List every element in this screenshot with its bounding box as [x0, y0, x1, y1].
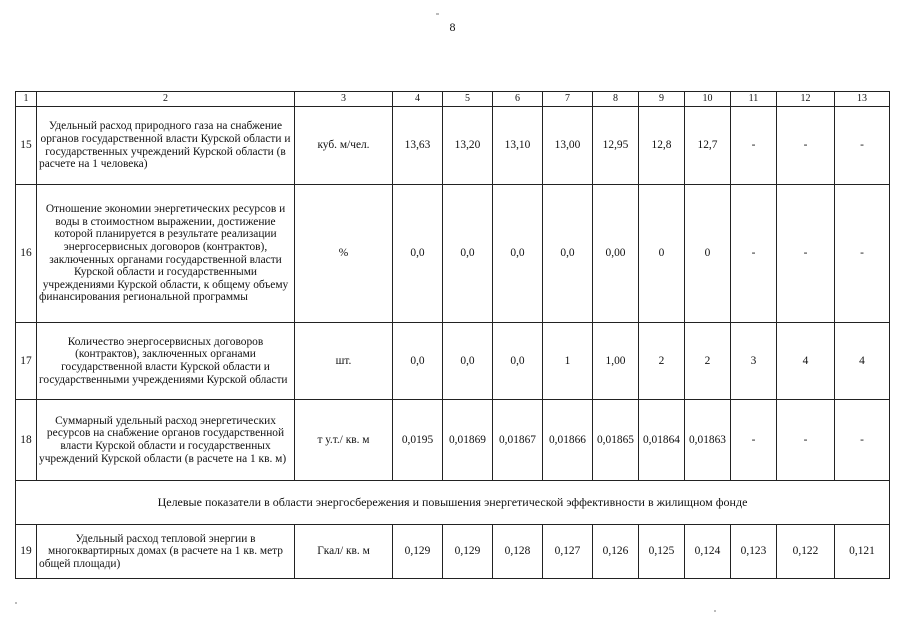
- value-cell: 0,01867: [493, 400, 543, 481]
- value-cell: 0,01866: [543, 400, 593, 481]
- indicator-description: Удельный расход природного газа на снабжение органов государственной власти Курской области и государственных учреждений Курской области (в расчете на 1 человека): [37, 107, 295, 185]
- value-cell: 3: [731, 323, 777, 400]
- value-cell: 2: [639, 323, 685, 400]
- value-cell: -: [777, 185, 835, 323]
- column-header: 5: [443, 92, 493, 107]
- column-header: 6: [493, 92, 543, 107]
- column-header: 4: [393, 92, 443, 107]
- row-number: 19: [16, 525, 37, 579]
- unit-cell: т у.т./ кв. м: [295, 400, 393, 481]
- indicator-description: Количество энергосервисных договоров (контрактов), заключенных органами государственной власти Курской области и государственными учреждениями Курской области: [37, 323, 295, 400]
- value-cell: 0,123: [731, 525, 777, 579]
- value-cell: 0,127: [543, 525, 593, 579]
- value-cell: -: [731, 107, 777, 185]
- value-cell: -: [777, 107, 835, 185]
- value-cell: 1: [543, 323, 593, 400]
- row-number: 15: [16, 107, 37, 185]
- indicator-description: Суммарный удельный расход энергетических ресурсов на снабжение органов государственной власти Курской области и государственных учреждений Курской области (в расчете на 1 кв. м): [37, 400, 295, 481]
- value-cell: 13,00: [543, 107, 593, 185]
- scan-speck: [15, 602, 17, 604]
- value-cell: 13,63: [393, 107, 443, 185]
- value-cell: 0,01863: [685, 400, 731, 481]
- value-cell: 0,121: [835, 525, 890, 579]
- column-header: 13: [835, 92, 890, 107]
- table-row: [16, 400, 890, 481]
- value-cell: 0,0: [443, 323, 493, 400]
- indicator-description: Отношение экономии энергетических ресурсов и воды в стоимостном выражении, достижение которой планируется в результате реализации энергосервисных договоров (контрактов), заключенных органами государственной власти Курской области и государственными учреждениями Курской области, к общему объему финансирования региональной программы: [37, 185, 295, 323]
- page-number: 8: [449, 20, 456, 34]
- value-cell: 0,126: [593, 525, 639, 579]
- value-cell: -: [835, 185, 890, 323]
- column-header: 3: [295, 92, 393, 107]
- section-row: [16, 481, 890, 525]
- value-cell: 0,01865: [593, 400, 639, 481]
- column-header: 10: [685, 92, 731, 107]
- value-cell: -: [835, 400, 890, 481]
- value-cell: 0,0195: [393, 400, 443, 481]
- scan-speck: [714, 610, 716, 612]
- value-cell: 0,0: [393, 323, 443, 400]
- value-cell: 0,122: [777, 525, 835, 579]
- value-cell: 0: [685, 185, 731, 323]
- indicators-table: [15, 91, 890, 579]
- value-cell: 0,124: [685, 525, 731, 579]
- value-cell: 0,0: [493, 185, 543, 323]
- value-cell: -: [835, 107, 890, 185]
- table-row: [16, 323, 890, 400]
- unit-cell: куб. м/чел.: [295, 107, 393, 185]
- row-number: 17: [16, 323, 37, 400]
- column-header: 1: [16, 92, 37, 107]
- row-number: 16: [16, 185, 37, 323]
- value-cell: 12,8: [639, 107, 685, 185]
- value-cell: 13,10: [493, 107, 543, 185]
- value-cell: 0,129: [443, 525, 493, 579]
- column-header: 11: [731, 92, 777, 107]
- value-cell: 0,0: [493, 323, 543, 400]
- column-header: 8: [593, 92, 639, 107]
- value-cell: 4: [777, 323, 835, 400]
- value-cell: 0,00: [593, 185, 639, 323]
- value-cell: 0,0: [393, 185, 443, 323]
- value-cell: 0,125: [639, 525, 685, 579]
- value-cell: 0,01864: [639, 400, 685, 481]
- value-cell: 12,7: [685, 107, 731, 185]
- column-header: 12: [777, 92, 835, 107]
- value-cell: 13,20: [443, 107, 493, 185]
- unit-cell: шт.: [295, 323, 393, 400]
- value-cell: -: [731, 185, 777, 323]
- table-row: [16, 525, 890, 579]
- indicator-description: Удельный расход тепловой энергии в многоквартирных домах (в расчете на 1 кв. метр общей площади): [37, 525, 295, 579]
- header-row: [16, 92, 890, 107]
- column-header: 2: [37, 92, 295, 107]
- unit-cell: %: [295, 185, 393, 323]
- column-header: 7: [543, 92, 593, 107]
- value-cell: 1,00: [593, 323, 639, 400]
- value-cell: 12,95: [593, 107, 639, 185]
- value-cell: 0,128: [493, 525, 543, 579]
- row-number: 18: [16, 400, 37, 481]
- value-cell: 4: [835, 323, 890, 400]
- scan-speck: [436, 13, 439, 15]
- table-row: [16, 107, 890, 185]
- value-cell: 0,01869: [443, 400, 493, 481]
- table-row: [16, 185, 890, 323]
- value-cell: 0,129: [393, 525, 443, 579]
- value-cell: 0: [639, 185, 685, 323]
- value-cell: -: [777, 400, 835, 481]
- column-header: 9: [639, 92, 685, 107]
- value-cell: 0,0: [443, 185, 493, 323]
- value-cell: -: [731, 400, 777, 481]
- value-cell: 0,0: [543, 185, 593, 323]
- unit-cell: Гкал/ кв. м: [295, 525, 393, 579]
- value-cell: 2: [685, 323, 731, 400]
- section-title: Целевые показатели в области энергосбережения и повышения энергетической эффективности в жилищном фонде: [16, 481, 890, 525]
